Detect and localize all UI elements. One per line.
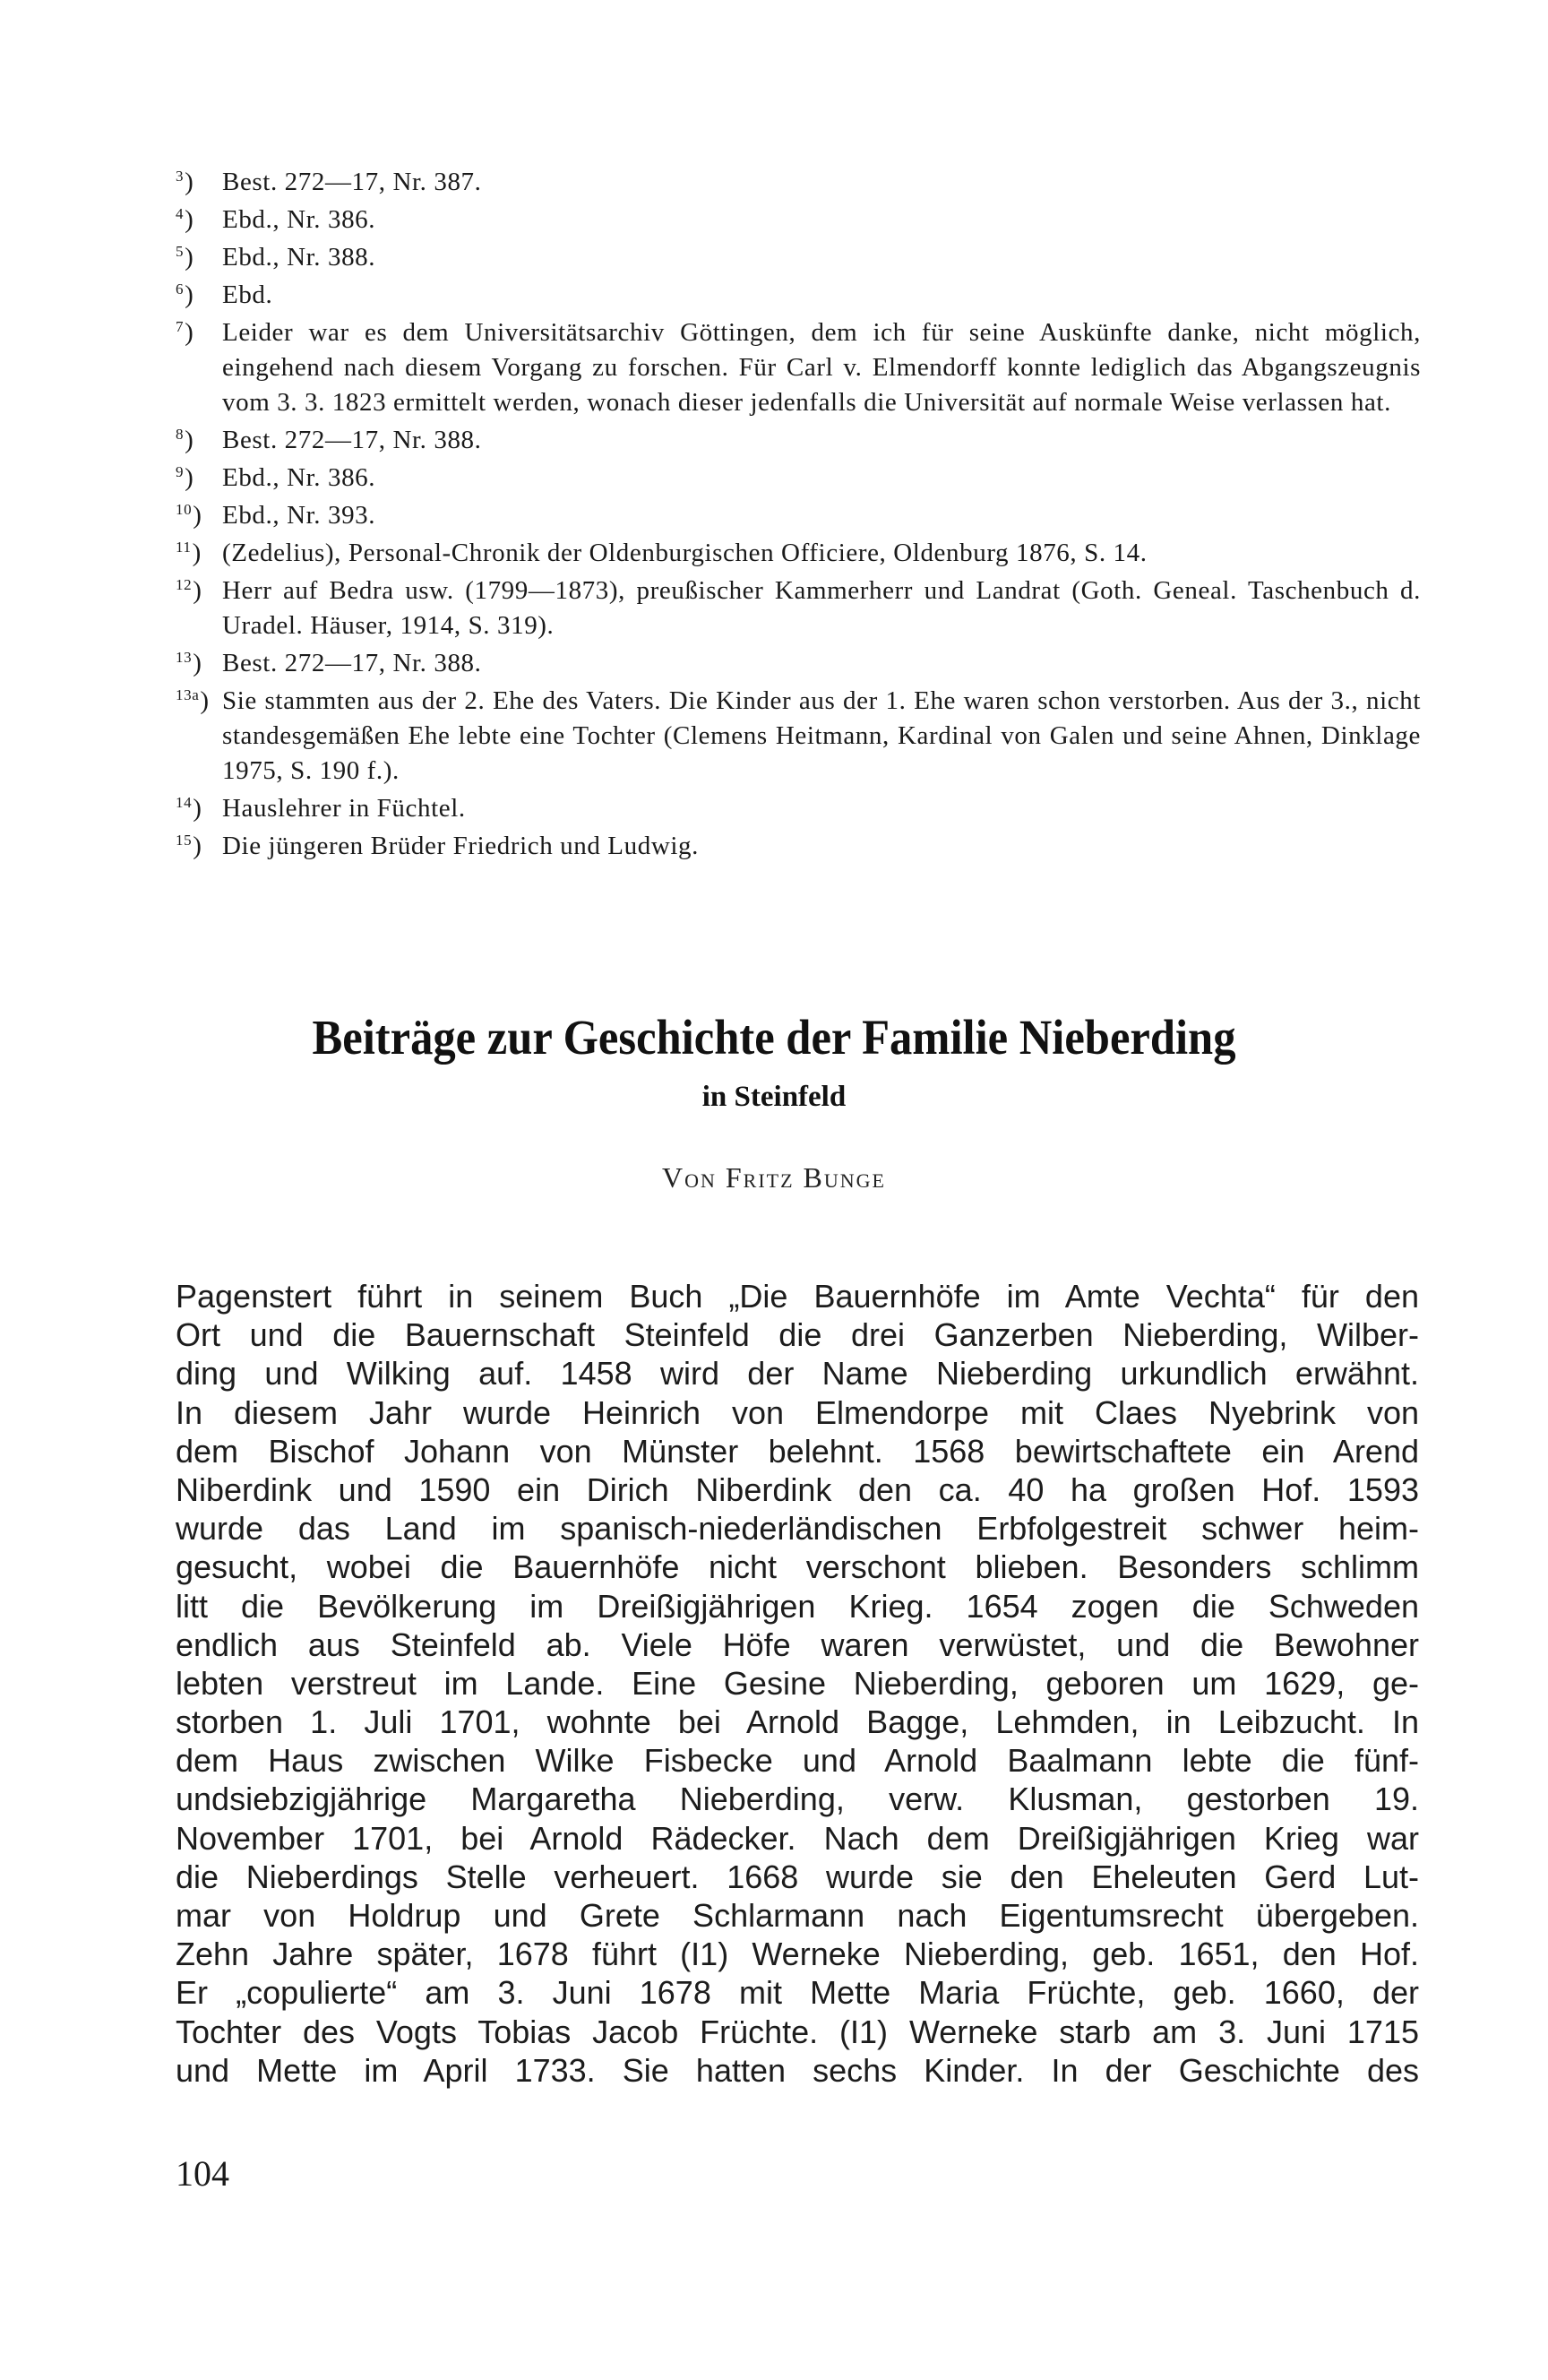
footnote-number: 13a	[176, 686, 200, 703]
footnote: $^5$) Ebd., Nr. 388.	[176, 240, 1421, 275]
footnote: $^9$) Ebd., Nr. 386.	[176, 461, 1421, 496]
footnote-number: 13	[176, 649, 193, 666]
footnote-text: Ebd., Nr. 386.	[222, 205, 376, 234]
footnote: $^6$) Ebd.	[176, 278, 1421, 313]
footnote: $^{15}$) Die jüngeren Brüder Friedrich und Ludwig.	[176, 829, 1421, 864]
footnote: $^{10}$) Ebd., Nr. 393.	[176, 498, 1421, 533]
footnote-text: Hauslehrer in Füchtel.	[222, 794, 466, 823]
footnote-text: Herr auf Bedra usw. (1799—1873), preußischer Kammerherr und Landrat (Goth. Geneal. Taschenbuch d. Uradel. Häuser, 1914, S. 319).	[222, 576, 1421, 640]
footnote: $^4$) Ebd., Nr. 386.	[176, 203, 1421, 237]
footnote-number: 4	[176, 205, 185, 222]
body-line: lebten verstreut im Lande. Eine Gesine Nieberding, geboren um 1629, ge-	[176, 1664, 1419, 1702]
body-line: Niberdink und 1590 ein Dirich Niberdink den ca. 40 ha großen Hof. 1593	[176, 1470, 1419, 1508]
footnote: $^{13}$) Best. 272—17, Nr. 388.	[176, 646, 1421, 681]
footnote-text: Ebd., Nr. 393.	[222, 501, 376, 530]
body-line: Ort und die Bauernschaft Steinfeld die drei Ganzerben Nieberding, Wilber-	[176, 1316, 1419, 1354]
body-line: die Nieberdings Stelle verheuert. 1668 wurde sie den Eheleuten Gerd Lut-	[176, 1858, 1419, 1895]
footnote-number: 11	[176, 539, 192, 556]
footnote-number: 10	[176, 501, 193, 518]
body-line: Zehn Jahre später, 1678 führt (I1) Werneke Nieberding, geb. 1651, den Hof.	[176, 1936, 1419, 1973]
body-line: dem Haus zwischen Wilke Fisbecke und Arnold Baalmann lebte die fünf-	[176, 1742, 1419, 1780]
footnote: $^8$) Best. 272—17, Nr. 388.	[176, 423, 1421, 458]
footnote: $^3$) Best. 272—17, Nr. 387.	[176, 165, 1421, 200]
footnotes-section	[176, 165, 1421, 867]
body-text	[176, 1277, 1419, 2090]
body-line: undsiebzigjährige Margaretha Nieberding, verw. Klusman, gestorben 19.	[176, 1781, 1419, 1818]
body-line: gesucht, wobei die Bauernhöfe nicht verschont blieben. Besonders schlimm	[176, 1548, 1419, 1586]
footnote: $^{11}$) (Zedelius), Personal-Chronik der Oldenburgischen Officiere, Oldenburg 1876, S. 14.	[176, 536, 1421, 571]
article-subtitle: in Steinfeld	[701, 1081, 847, 1113]
footnote-text: Ebd., Nr. 386.	[222, 463, 376, 492]
body-line: mar von Holdrup und Grete Schlarmann nach Eigentumsrecht übergeben.	[176, 1897, 1419, 1934]
footnote-text: (Zedelius), Personal-Chronik der Oldenburgischen Officiere, Oldenburg 1876, S. 14.	[222, 539, 1148, 567]
footnote-text: Leider war es dem Universitätsarchiv Göttingen, dem ich für seine Auskünfte danke, nicht möglich, eingehend nach diesem Vorgang zu forschen. Für Carl v. Elmendorff konnte lediglich das Abgangszeugnis vom 3. 3. 1823 ermittelt werden, wonach dieser jedenfalls die Universität auf normale Weise verlassen hat.	[222, 318, 1421, 417]
article-title: Beiträge zur Geschichte der Familie Nieberding	[312, 1010, 1236, 1065]
body-line: In diesem Jahr wurde Heinrich von Elmendorpe mit Claes Nyebrink von	[176, 1393, 1419, 1431]
footnote-text: Ebd., Nr. 388.	[222, 243, 376, 272]
body-line: storben 1. Juli 1701, wohnte bei Arnold Bagge, Lehmden, in Leibzucht. In	[176, 1703, 1419, 1741]
footnote-number: 15	[176, 832, 193, 849]
footnote-number: 14	[176, 794, 193, 811]
body-line: wurde das Land im spanisch-niederländischen Erbfolgestreit schwer heim-	[176, 1510, 1419, 1548]
footnote: $^{12}$) Herr auf Bedra usw. (1799—1873), preußischer Kammerherr und Landrat (Goth. Geneal. Taschenbuch d. Uradel. Häuser, 1914, S. 319).	[176, 573, 1421, 643]
body-line: dem Bischof Johann von Münster belehnt. 1568 bewirtschaftete ein Arend	[176, 1432, 1419, 1470]
footnote: $^7$) Leider war es dem Universitätsarchiv Göttingen, dem ich für seine Auskünfte danke, nicht möglich, eingehend nach diesem Vorgang zu forschen. Für Carl v. Elmendorff konnte lediglich das Abgangszeugnis vom 3. 3. 1823 ermittelt werden, wonach dieser jedenfalls die Universität auf normale Weise verlassen hat.	[176, 315, 1421, 420]
page-number: 104	[176, 2153, 229, 2194]
body-line: Er „copulierte“ am 3. Juni 1678 mit Mette Maria Früchte, geb. 1660, der	[176, 1974, 1419, 2012]
footnote-number: 7	[176, 318, 185, 335]
footnote: $^{14}$) Hauslehrer in Füchtel.	[176, 791, 1421, 826]
footnote-number: 9	[176, 463, 185, 480]
body-line: November 1701, bei Arnold Rädecker. Nach dem Dreißigjährigen Krieg war	[176, 1819, 1419, 1857]
footnote-text: Ebd.	[222, 280, 273, 309]
body-line: endlich aus Steinfeld ab. Viele Höfe waren verwüstet, und die Bewohner	[176, 1625, 1419, 1663]
footnote-text: Sie stammten aus der 2. Ehe des Vaters. Die Kinder aus der 1. Ehe waren schon verstorben. Aus der 3., nicht standesgemäßen Ehe lebte eine Tochter (Clemens Heitmann, Kardinal von Galen und seine Ahnen, Dinklage 1975, S. 190 f.).	[222, 686, 1421, 785]
footnote-number: 12	[176, 576, 193, 593]
footnote-number: 3	[176, 168, 185, 185]
footnote: $^{13a}$) Sie stammten aus der 2. Ehe des Vaters. Die Kinder aus der 1. Ehe waren schon verstorben. Aus der 3., nicht standesgemäßen Ehe lebte eine Tochter (Clemens Heitmann, Kardinal von Galen und seine Ahnen, Dinklage 1975, S. 190 f.).	[176, 684, 1421, 789]
body-line: und Mette im April 1733. Sie hatten sechs Kinder. In der Geschichte des	[176, 2051, 1419, 2089]
footnote-number: 5	[176, 243, 185, 260]
footnote-text: Best. 272—17, Nr. 387.	[222, 168, 482, 196]
footnote-text: Die jüngeren Brüder Friedrich und Ludwig.	[222, 832, 699, 860]
footnote-number: 6	[176, 280, 185, 298]
body-line: Pagenstert führt in seinem Buch „Die Bauernhöfe im Amte Vechta“ für den	[176, 1278, 1419, 1315]
footnote-number: 8	[176, 426, 185, 443]
article-author: Von Fritz Bunge	[661, 1161, 886, 1194]
body-line: ding und Wilking auf. 1458 wird der Name Nieberding urkundlich erwähnt.	[176, 1355, 1419, 1393]
body-line: Tochter des Vogts Tobias Jacob Früchte. (I1) Werneke starb am 3. Juni 1715	[176, 2013, 1419, 2050]
footnote-text: Best. 272—17, Nr. 388.	[222, 649, 482, 677]
footnote-text: Best. 272—17, Nr. 388.	[222, 426, 482, 454]
body-line: litt die Bevölkerung im Dreißigjährigen Krieg. 1654 zogen die Schweden	[176, 1587, 1419, 1625]
